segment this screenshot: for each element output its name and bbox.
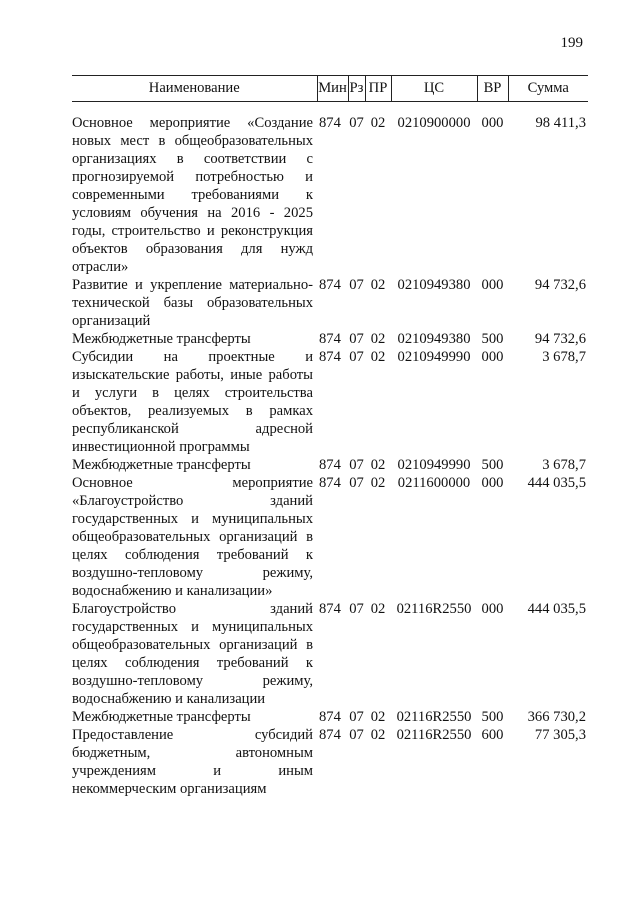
row-min: 874 [319,475,341,491]
row-name: Основное мероприятие «Создание новых мест в общеобразовательных организациях в соответствии с прогнозируемой потребностью и современными требованиями к условиям обучения на 2016 - 2025 годы, строительство и реконструкция объектов образования для нужд отрасли» [72,115,313,275]
row-vr: 500 [481,709,504,725]
row-pr: 02 [370,709,386,725]
row-sum: 94 732,6 [534,331,586,347]
header-rz: Рз [348,76,365,102]
row-name: Межбюджетные трансферты [72,331,251,347]
row-sum: 98 411,3 [535,115,586,131]
row-min: 874 [319,349,341,365]
table-row [72,330,588,348]
row-pr: 02 [370,349,386,365]
table-row [72,708,588,726]
header-row [72,76,588,102]
header-sum: Сумма [508,76,588,102]
row-name: Субсидии на проектные и изыскательские работы, иные работы и услуги в целях строительства объектов, реализуемых в рамках республиканской адресной инвестиционной программы [72,349,313,455]
row-name: Благоустройство зданий государственных и муниципальных общеобразовательных организаций в целях соблюдения требований к воздушно-тепловому режиму, водоснабжению и канализации [72,601,313,707]
row-name: Предоставление субсидий бюджетным, автономным учреждениям и иным некоммерческим организациям [72,727,313,797]
row-rz: 07 [349,709,364,725]
row-name: Межбюджетные трансферты [72,457,251,473]
table-row [72,726,588,798]
row-pr: 02 [370,457,386,473]
row-rz: 07 [349,457,364,473]
header-spacer [72,102,588,115]
table-row [72,474,588,600]
row-rz: 07 [349,601,364,617]
row-vr: 000 [481,115,504,131]
row-vr: 000 [481,475,504,491]
row-vr: 000 [481,349,504,365]
row-cs: 0210949380 [397,331,471,347]
row-min: 874 [319,115,341,131]
row-vr: 500 [481,457,504,473]
table-body [72,102,588,799]
row-rz: 07 [349,277,364,293]
row-min: 874 [319,601,341,617]
row-cs: 0211600000 [397,475,471,491]
row-cs: 02116R2550 [396,601,472,617]
row-rz: 07 [349,115,364,131]
row-pr: 02 [370,727,386,743]
row-cs: 0210949990 [397,457,471,473]
row-name: Межбюджетные трансферты [72,709,251,725]
row-sum: 3 678,7 [542,349,586,365]
header-cs: ЦС [391,76,477,102]
row-vr: 000 [481,277,504,293]
row-pr: 02 [370,277,386,293]
header-min: Мин [317,76,348,102]
header-name: Наименование [72,76,317,102]
row-min: 874 [319,457,341,473]
row-min: 874 [319,331,341,347]
row-pr: 02 [370,601,386,617]
row-vr: 000 [481,601,504,617]
row-cs: 0210900000 [397,115,471,131]
row-vr: 500 [481,331,504,347]
page-number: 199 [560,35,583,51]
row-sum: 94 732,6 [534,277,586,293]
row-pr: 02 [370,331,386,347]
table-row [72,456,588,474]
row-rz: 07 [349,475,364,491]
row-min: 874 [319,727,341,743]
row-vr: 600 [481,727,504,743]
row-cs: 02116R2550 [396,727,472,743]
header-vr: ВР [477,76,508,102]
table-row [72,276,588,330]
row-sum: 444 035,5 [527,601,586,617]
row-cs: 0210949380 [397,277,471,293]
header-pr: ПР [365,76,391,102]
row-pr: 02 [370,115,386,131]
row-name: Развитие и укрепление материально-технической базы образовательных организаций [72,277,313,329]
row-sum: 366 730,2 [527,709,586,725]
row-rz: 07 [349,727,364,743]
table-row [72,600,588,708]
row-min: 874 [319,709,341,725]
row-name: Основное мероприятие «Благоустройство зданий государственных и муниципальных общеобразовательных организаций в целях соблюдения требований к воздушно-тепловому режиму, водоснабжению и канализации» [72,475,313,599]
table-header [72,76,588,102]
row-pr: 02 [370,475,386,491]
row-rz: 07 [349,349,364,365]
row-sum: 444 035,5 [527,475,586,491]
budget-table [72,75,588,798]
row-sum: 77 305,3 [534,727,586,743]
table-row [72,114,588,276]
row-min: 874 [319,277,341,293]
row-sum: 3 678,7 [542,457,586,473]
table-row [72,348,588,456]
row-rz: 07 [349,331,364,347]
row-cs: 0210949990 [397,349,471,365]
row-cs: 02116R2550 [396,709,472,725]
